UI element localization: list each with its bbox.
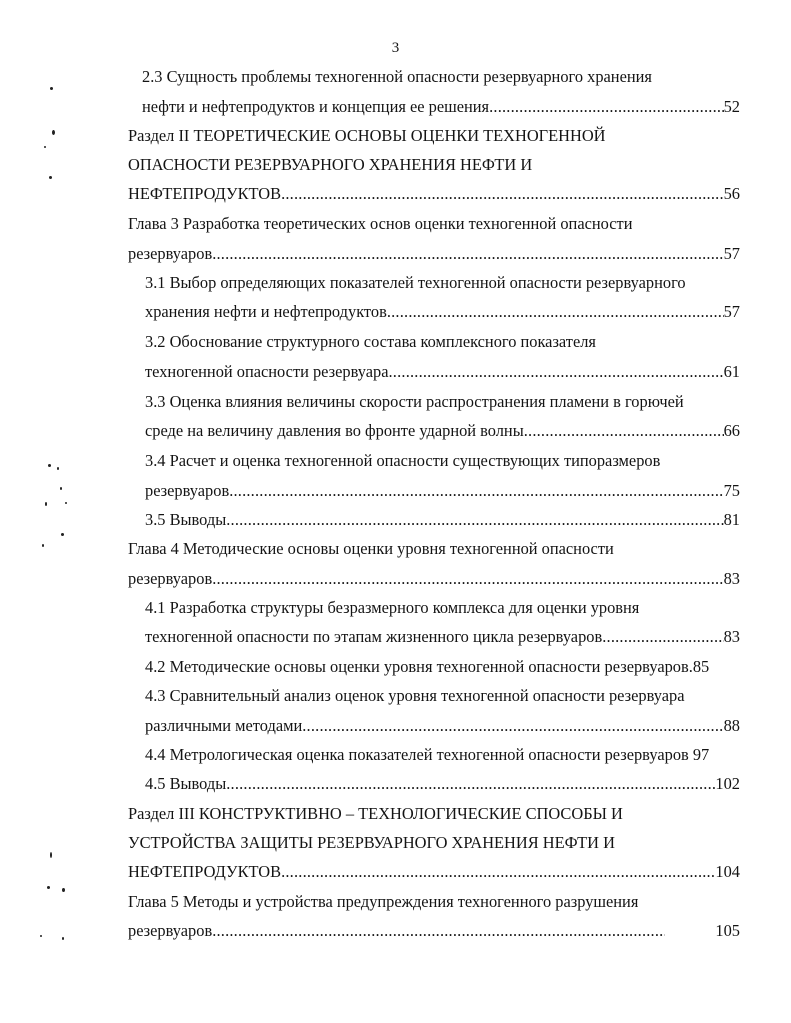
- toc-entry: [128, 862, 740, 882]
- scan-speck: [62, 937, 64, 940]
- toc-text: резервуаров: [145, 481, 230, 500]
- toc-page: 52: [723, 97, 740, 116]
- toc-text: НЕФТЕПРОДУКТОВ: [128, 862, 282, 881]
- scan-speck: [60, 487, 62, 490]
- toc-line: [145, 657, 709, 677]
- toc-entry: [145, 774, 740, 794]
- toc-page: 81: [723, 510, 740, 529]
- toc-page: 88: [723, 716, 740, 735]
- toc-line: [145, 686, 685, 706]
- toc-line: [145, 273, 686, 293]
- leader-dots: [524, 421, 724, 441]
- toc-text: резервуаров: [128, 569, 213, 588]
- toc-text: 4.3 Сравнительный анализ оценок уровня техногенной опасности резервуара: [145, 686, 685, 705]
- toc-entry: [128, 184, 740, 204]
- scan-speck: [48, 464, 51, 467]
- toc-page: 61: [723, 362, 740, 381]
- toc-entry: [145, 362, 740, 382]
- scan-speck: [44, 146, 46, 148]
- toc-text: 2.3 Сущность проблемы техногенной опасности резервуарного хранения: [142, 67, 652, 86]
- toc-line: [128, 155, 532, 175]
- toc-text: техногенной опасности по этапам жизненного цикла резервуаров: [145, 627, 603, 646]
- toc-text: 3.3 Оценка влияния величины скорости распространения пламени в горючей: [145, 392, 684, 411]
- toc-page: 57: [723, 302, 740, 321]
- toc-page: 66: [723, 421, 740, 440]
- toc-entry: [145, 302, 740, 322]
- leader-dots: [389, 362, 724, 382]
- leader-dots: [489, 97, 724, 117]
- scan-speck: [52, 130, 55, 135]
- scan-speck: [47, 886, 50, 889]
- toc-entry: [145, 627, 740, 647]
- toc-entry: [145, 421, 740, 441]
- toc-text: 3.4 Расчет и оценка техногенной опасности существующих типоразмеров: [145, 451, 661, 470]
- leader-dots: [281, 184, 724, 204]
- scan-speck: [40, 935, 42, 937]
- toc-page: 75: [723, 481, 740, 500]
- leader-dots: [226, 510, 723, 530]
- scan-speck: [62, 888, 65, 892]
- toc-line: [145, 392, 684, 412]
- toc-text: среде на величину давления во фронте ударной волны: [145, 421, 524, 440]
- leader-dots: [226, 774, 715, 794]
- toc-entry: [145, 510, 740, 530]
- toc-text: ОПАСНОСТИ РЕЗЕРВУАРНОГО ХРАНЕНИЯ НЕФТИ И: [128, 155, 533, 174]
- leader-dots: [212, 569, 723, 589]
- scan-speck: [57, 467, 59, 470]
- toc-text: Глава 5 Методы и устройства предупреждения техногенного разрушения: [128, 892, 639, 911]
- toc-text: резервуаров: [128, 921, 213, 940]
- scan-speck: [42, 544, 44, 547]
- toc-page: 102: [715, 774, 740, 793]
- toc-text: Раздел II ТЕОРЕТИЧЕСКИЕ ОСНОВЫ ОЦЕНКИ ТЕХНОГЕННОЙ: [128, 126, 606, 145]
- toc-entry: [142, 97, 740, 117]
- toc-text: 4.4 Метрологическая оценка показателей техногенной опасности резервуаров 97: [145, 745, 710, 764]
- leader-dots: [212, 921, 665, 941]
- leader-dots: [602, 627, 723, 647]
- toc-text: нефти и нефтепродуктов и концепция ее решения: [142, 97, 490, 116]
- toc-page: 105: [715, 921, 740, 940]
- toc-line: [145, 332, 596, 352]
- toc-line: [128, 892, 638, 912]
- scan-speck: [61, 533, 64, 536]
- toc-text: УСТРОЙСТВА ЗАЩИТЫ РЕЗЕРВУАРНОГО ХРАНЕНИЯ НЕФТИ И: [128, 833, 615, 852]
- toc-text: 3.1 Выбор определяющих показателей техногенной опасности резервуарного: [145, 273, 686, 292]
- toc-line: [128, 214, 632, 234]
- toc-text: техногенной опасности резервуара: [145, 362, 389, 381]
- toc-text: 3.2 Обоснование структурного состава комплексного показателя: [145, 332, 596, 351]
- scan-speck: [45, 502, 47, 506]
- toc-text: 3.5 Выводы: [145, 510, 227, 529]
- toc-line: [128, 833, 615, 853]
- toc-text: Глава 4 Методические основы оценки уровня техногенной опасности: [128, 539, 614, 558]
- leader-dots: [302, 716, 723, 736]
- scan-speck: [50, 852, 52, 858]
- toc-line: [145, 451, 660, 471]
- scan-speck: [50, 87, 53, 90]
- toc-line: [142, 67, 652, 87]
- toc-text: различными методами: [145, 716, 303, 735]
- toc-entry: [145, 481, 740, 501]
- toc-line: [128, 126, 606, 146]
- toc-text: 4.5 Выводы: [145, 774, 227, 793]
- toc-entry: [128, 244, 740, 264]
- toc-line: [128, 539, 614, 559]
- toc-text: НЕФТЕПРОДУКТОВ: [128, 184, 282, 203]
- toc-text: 4.1 Разработка структуры безразмерного комплекса для оценки уровня: [145, 598, 640, 617]
- toc-entry: [145, 716, 740, 736]
- scan-speck: [65, 502, 67, 504]
- toc-entry: [128, 921, 740, 941]
- toc-entry: [128, 569, 740, 589]
- toc-text: Раздел III КОНСТРУКТИВНО – ТЕХНОЛОГИЧЕСКИЕ СПОСОБЫ И: [128, 804, 623, 823]
- toc-line: [128, 804, 623, 824]
- leader-dots: [387, 302, 724, 322]
- toc-text: резервуаров: [128, 244, 213, 263]
- leader-dots: [281, 862, 715, 882]
- leader-dots: [229, 481, 723, 501]
- toc-page: 57: [723, 244, 740, 263]
- toc-text: Глава 3 Разработка теоретических основ оценки техногенной опасности: [128, 214, 633, 233]
- toc-page: 83: [723, 627, 740, 646]
- toc-page: 83: [723, 569, 740, 588]
- toc-page: 104: [715, 862, 740, 881]
- scan-speck: [49, 176, 52, 179]
- toc-line: [145, 745, 709, 765]
- leader-dots: [212, 244, 723, 264]
- page-number: 3: [391, 40, 400, 56]
- toc-page: 56: [723, 184, 740, 203]
- toc-text: хранения нефти и нефтепродуктов: [145, 302, 387, 321]
- toc-line: [145, 598, 639, 618]
- toc-text: 4.2 Методические основы оценки уровня техногенной опасности резервуаров.85: [145, 657, 710, 676]
